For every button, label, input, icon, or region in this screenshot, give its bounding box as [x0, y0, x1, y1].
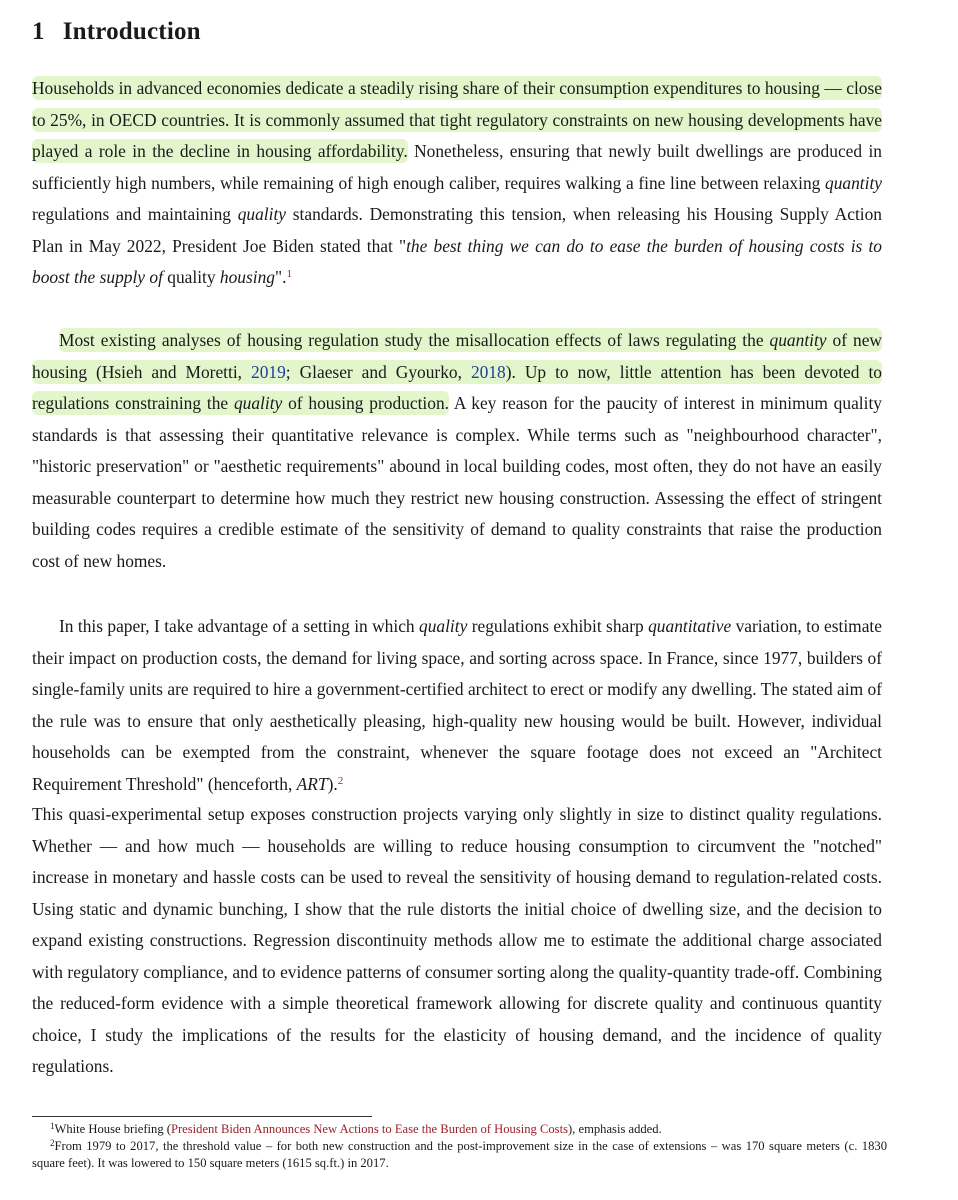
section-title: Introduction: [62, 18, 201, 45]
footnote-mark-2: 2: [50, 1138, 55, 1148]
footnote-mark-1: 1: [50, 1121, 55, 1131]
highlighted-text: Households in advanced economies dedicate a steadily rising share of their consumption expenditures to housing — close to 25%, in OECD countries. It is commonly assumed that tight regulatory constraints on new housing developments have played a role in the decline in housing affordability.: [32, 78, 882, 161]
white-house-briefing-link[interactable]: President Biden Announces New Actions to Ease the Burden of Housing Costs: [170, 1122, 568, 1136]
section-heading: [32, 18, 201, 46]
paragraph-2: Most existing analyses of housing regulation study the misallocation effects of laws regulating the quantity of new housing (Hsieh and Moretti, 2019; Glaeser and Gyourko, 2018). Up to now, little attention has been devoted to regulations constraining the quality of housing production. A key reason for the paucity of interest in minimum quality standards is that assessing their quantitative relevance is complex. While terms such as "neighbourhood character", "historic preservation" or "aesthetic requirements" abound in local building codes, most often, they do not have an easily measurable counterpart to determine how much they restrict new housing construction. Assessing the effect of stringent building codes requires a credible estimate of the sensitivity of demand to quality constraints that raise the production cost of new homes.: [32, 330, 882, 571]
footnote-ref-1[interactable]: 1: [286, 268, 292, 280]
paragraph-1: Households in advanced economies dedicate a steadily rising share of their consumption expenditures to housing — close to 25%, in OECD countries. It is commonly assumed that tight regulatory constraints on new housing developments have played a role in the decline in housing affordability. Nonetheless, ensuring that newly built dwellings are produced in sufficiently high numbers, while remaining of high enough caliber, requires walking a fine line between relaxing quantity regulations and maintaining quality standards. Demonstrating this tension, when releasing his Housing Supply Action Plan in May 2022, President Joe Biden stated that "the best thing we can do to ease the burden of housing costs is to boost the supply of quality housing".$^1$: [32, 78, 882, 287]
footnote-2: $^2$From 1979 to 2017, the threshold value – for both new construction and the post-improvement size in the case of extensions – was 170 square meters (c. 1830 square feet). It was lowered to 150 square meters (1615 sq.ft.) in 2017.: [32, 1138, 887, 1170]
citation-link-hsieh-moretti[interactable]: 2019: [251, 361, 286, 382]
footnote-divider: [32, 1116, 372, 1117]
citation-link-glaeser-gyourko[interactable]: 2018: [470, 361, 506, 382]
paragraph-4: This quasi-experimental setup exposes construction projects varying only slightly in size to distinct quality regulations. Whether — and how much — households are willing to reduce housing consumption to circumvent the "notched" increase in monetary and hassle costs can be used to reveal the sensitivity of housing demand to regulation-related costs. Using static and dynamic bunching, I show that the rule distorts the initial choice of dwelling size, and the decision to expand existing constructions. Regression discontinuity methods allow me to estimate the additional charge associated with regulatory compliance, and to evidence patterns of consumer sorting along the quality-quantity trade-off. Combining the reduced-form evidence with a simple theoretical framework allowing for discrete quality and continuous quantity choice, I study the implications of the results for the elasticity of housing demand, and the incidence of quality regulations.: [32, 804, 882, 1076]
highlighted-text: Most existing analyses of housing regulation study the misallocation effects of laws regulating the quantity of new housing (Hsieh and Moretti, 2019; Glaeser and Gyourko, 2018). Up to now, little attention has been devoted to regulations constraining the quality of housing production.: [32, 330, 882, 413]
footnote-ref-2[interactable]: 2: [337, 774, 344, 787]
paragraph-3: In this paper, I take advantage of a setting in which quality regulations exhibit sharp quantitative variation, to estimate their impact on production costs, the demand for living space, and sorting across space. In France, since 1977, builders of single-family units are required to hire a government-certified architect to erect or modify any dwelling. The stated aim of the rule was to ensure that only aesthetically pleasing, high-quality new housing would be built. However, individual households can be exempted from the constraint, whenever the square footage does not exceed an "Architect Requirement Threshold" (henceforth, ART).$^2$: [32, 616, 882, 794]
footnote-1: $^1$White House briefing (President Biden Announces New Actions to Ease the Burden of Housing Costs), emphasis added.: [50, 1121, 662, 1136]
section-number: 1: [32, 18, 45, 45]
